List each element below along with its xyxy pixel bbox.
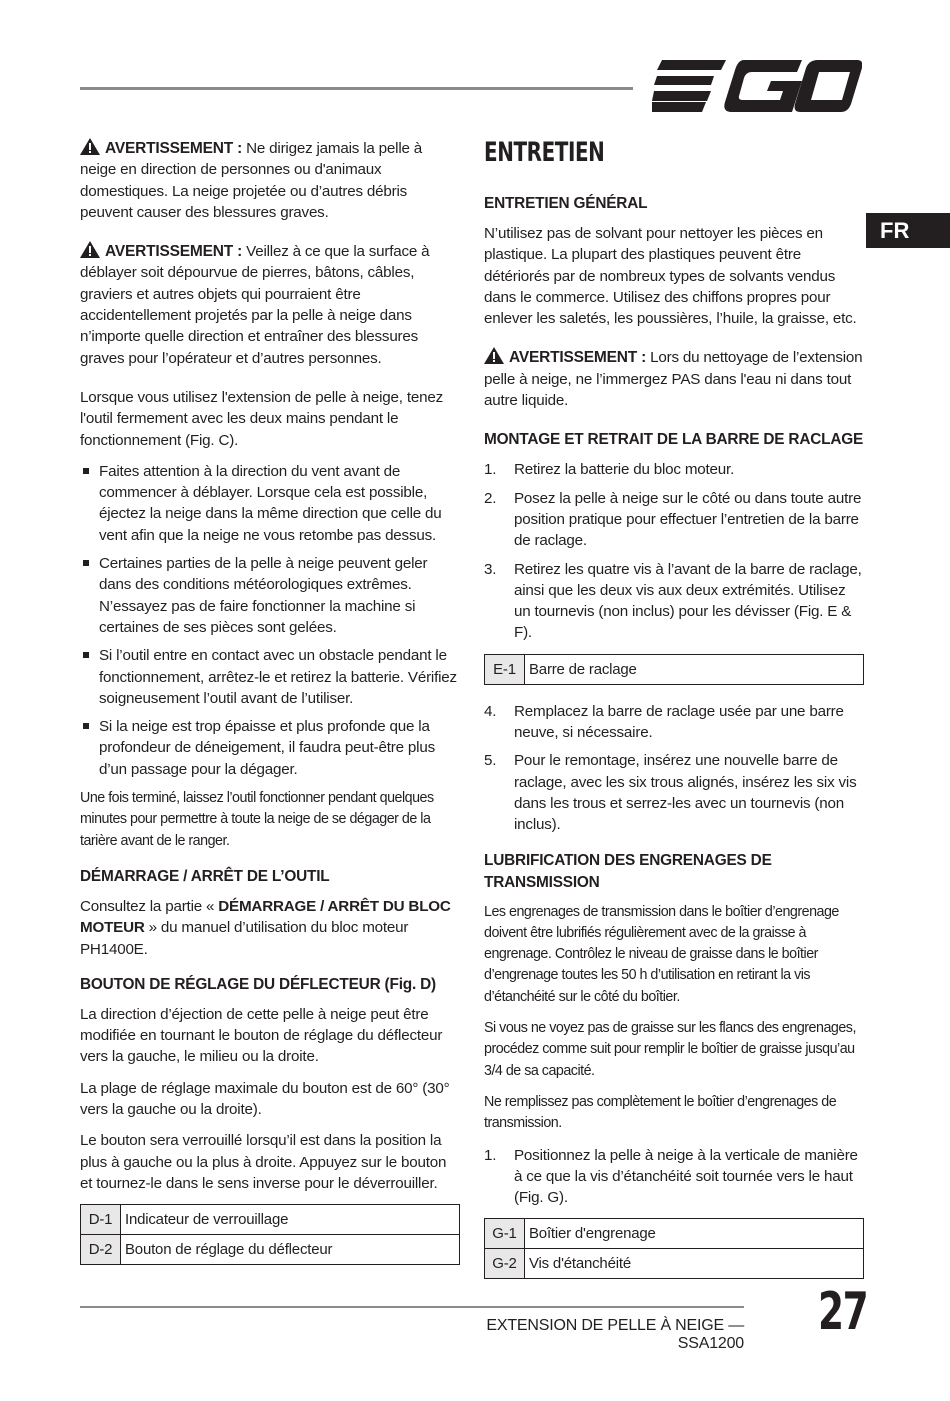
bullet-icon xyxy=(83,468,89,474)
general-maintenance-text: N’utilisez pas de solvant pour nettoyer les pièces en plastique. La plupart des plastiques peuvent être détériorés par de nombreux types de solvants vendus dans le commerce. Utilisez des chiffons propres pour enlever les saletés, les poussières, l’huile, la graisse, etc. xyxy=(484,225,857,328)
scraper-steps-continued xyxy=(484,701,864,836)
deflector-paragraph: La plage de réglage maximale du bouton est de 60° (30° vers la gauche ou la droite). xyxy=(80,1079,450,1118)
bullet-icon xyxy=(83,723,89,729)
warning-icon xyxy=(80,138,100,155)
lubrication-paragraph: Ne remplissez pas complètement le boîtier d’engrenages de transmission. xyxy=(484,1093,837,1132)
ego-logo xyxy=(652,60,862,112)
section-title-maintenance: ENTRETIEN xyxy=(484,137,605,168)
list-item: 1. Retirez la batterie du bloc moteur. xyxy=(484,461,735,479)
lubrication-steps xyxy=(484,1145,864,1209)
legend-code: G-1 xyxy=(485,1219,525,1249)
warning-label: AVERTISSEMENT : xyxy=(105,140,243,157)
section-heading-deflector: BOUTON DE RÉGLAGE DU DÉFLECTEUR (Fig. D) xyxy=(80,975,436,993)
section-heading-scraper: MONTAGE ET RETRAIT DE LA BARRE DE RACLAGE xyxy=(484,431,864,449)
legend-table-e xyxy=(484,654,864,685)
list-item: Certaines parties de la pelle à neige peuvent geler dans des conditions météorologiques extrêmes. N’essayez pas de faire fonctionner la machine si certaines de ses pièces sont gelées. xyxy=(80,553,460,638)
section-heading-lubrication: LUBRIFICATION DES ENGRENAGES DE TRANSMISSION xyxy=(484,851,772,891)
usage-intro: Lorsque vous utilisez l'extension de pelle à neige, tenez l'outil fermement avec les deux mains pendant le fonctionnement (Fig. C). xyxy=(80,388,443,449)
scraper-steps xyxy=(484,459,864,643)
legend-code: D-2 xyxy=(81,1235,121,1265)
bullet-icon xyxy=(83,652,89,658)
legend-label: Indicateur de verrouillage xyxy=(121,1205,460,1235)
table-row xyxy=(485,1219,864,1249)
table-row xyxy=(81,1205,460,1235)
legend-label: Vis d'étanchéité xyxy=(525,1249,864,1279)
list-item: Faites attention à la direction du vent avant de commencer à déblayer. Lorsque cela est possible, éjectez la neige dans la même direction que celle du vent afin que la neige ne vous retombe pas dessus. xyxy=(80,461,460,546)
table-row xyxy=(485,1249,864,1279)
warning-icon xyxy=(80,241,100,258)
header-rule xyxy=(80,87,633,90)
page-number: 27 xyxy=(818,1282,868,1342)
bullet-icon xyxy=(83,560,89,566)
right-column xyxy=(484,138,864,1295)
warning-paragraph xyxy=(484,347,864,411)
start-stop-text: Consultez la partie « DÉMARRAGE / ARRÊT DU BLOC MOTEUR » du manuel d’utilisation du bloc moteur PH1400E. xyxy=(80,897,451,958)
legend-code: E-1 xyxy=(485,654,525,684)
storage-note: Une fois terminé, laissez l’outil fonctionner pendant quelques minutes pour permettre à toute la neige de se dégager de la tarière avant de le ranger. xyxy=(80,790,434,849)
table-row xyxy=(485,654,864,684)
list-item: 5. Pour le remontage, insérez une nouvelle barre de raclage, avec les six trous alignés, insérez les six vis dans les trous et serrez-les avec un tournevis (non inclus). xyxy=(484,752,857,834)
list-item: 4. Remplacez la barre de raclage usée par une barre neuve, si nécessaire. xyxy=(484,702,844,742)
warning-text: Ne dirigez jamais la pelle à neige en direction de personnes ou d'animaux domestiques. La neige projetée ou d’autres débris peuvent causer des blessures graves. xyxy=(80,140,423,221)
warning-text: Lors du nettoyage de l’extension pelle à neige, ne l’immergez PAS dans l'eau ni dans tout autre liquide. xyxy=(484,349,863,410)
section-heading-general: ENTRETIEN GÉNÉRAL xyxy=(484,195,648,212)
warning-paragraph xyxy=(80,138,460,223)
list-item: 2. Posez la pelle à neige sur le côté ou dans toute autre position pratique pour effectuer l’entretien de la barre de raclage. xyxy=(484,489,862,550)
lubrication-paragraph: Si vous ne voyez pas de graisse sur les flancs des engrenages, procédez comme suit pour remplir le boîtier de graisse jusqu’au 3/4 de sa capacité. xyxy=(484,1020,856,1079)
table-row xyxy=(81,1235,460,1265)
footer-title: EXTENSION DE PELLE À NEIGE — SSA1200 xyxy=(486,1317,744,1352)
warning-paragraph xyxy=(80,241,460,369)
warning-text: Veillez à ce que la surface à déblayer soit dépourvue de pierres, bâtons, câbles, graviers et autres objets qui pourraient être accidentellement projetés par la pelle à neige dans n’importe quelle direction et entraîner des blessures graves pour l’opérateur et d’autres personnes. xyxy=(80,243,430,367)
warning-label: AVERTISSEMENT : xyxy=(105,243,243,261)
list-item: Si la neige est trop épaisse et plus profonde que la profondeur de déneigement, il faudra peut-être plus d’un passage pour la dégager. xyxy=(80,716,460,780)
section-heading-start-stop: DÉMARRAGE / ARRÊT DE L’OUTIL xyxy=(80,867,330,885)
left-column xyxy=(80,138,460,1281)
list-item: 1. Positionnez la pelle à neige à la verticale de manière à ce que la vis d’étanchéité soit tournée vers le haut (Fig. G). xyxy=(484,1146,858,1207)
legend-table-g xyxy=(484,1218,864,1279)
lubrication-paragraph: Les engrenages de transmission dans le boîtier d’engrenage doivent être lubrifiés régulièrement avec de la graisse à engrenage. Contrôlez le niveau de graisse dans le boîtier d’engrenage toutes les 50 h d’utilisation en retirant la vis d’étanchéité sur le côté du boîtier. xyxy=(484,903,839,1005)
legend-code: G-2 xyxy=(485,1249,525,1279)
list-item: Si l’outil entre en contact avec un obstacle pendant le fonctionnement, arrêtez-le et retirez la batterie. Vérifiez soigneusement l’outil avant de l’utiliser. xyxy=(80,645,460,709)
legend-label: Barre de raclage xyxy=(525,654,864,684)
safety-bullet-list xyxy=(80,461,460,780)
legend-label: Boîtier d'engrenage xyxy=(525,1219,864,1249)
deflector-paragraph: La direction d’éjection de cette pelle à neige peut être modifiée en tournant le bouton de réglage du déflecteur vers la gauche, le milieu ou la droite. xyxy=(80,1005,443,1066)
footer-rule xyxy=(80,1306,744,1308)
list-item: 3. Retirez les quatre vis à l’avant de la barre de raclage, ainsi que les deux vis aux deux extrémités. Utilisez un tournevis (non inclus) pour les dévisser (Fig. E & F). xyxy=(484,560,862,642)
warning-icon xyxy=(484,347,504,364)
legend-code: D-1 xyxy=(81,1205,121,1235)
legend-table-d xyxy=(80,1204,460,1265)
warning-label: AVERTISSEMENT : xyxy=(509,349,647,367)
language-tab: FR xyxy=(866,213,950,248)
legend-label: Bouton de réglage du déflecteur xyxy=(121,1235,460,1265)
deflector-paragraph: Le bouton sera verrouillé lorsqu’il est dans la position la plus à gauche ou la plus à droite. Appuyez sur le bouton et tournez-le dans le sens inverse pour le déverrouiller. xyxy=(80,1132,447,1192)
